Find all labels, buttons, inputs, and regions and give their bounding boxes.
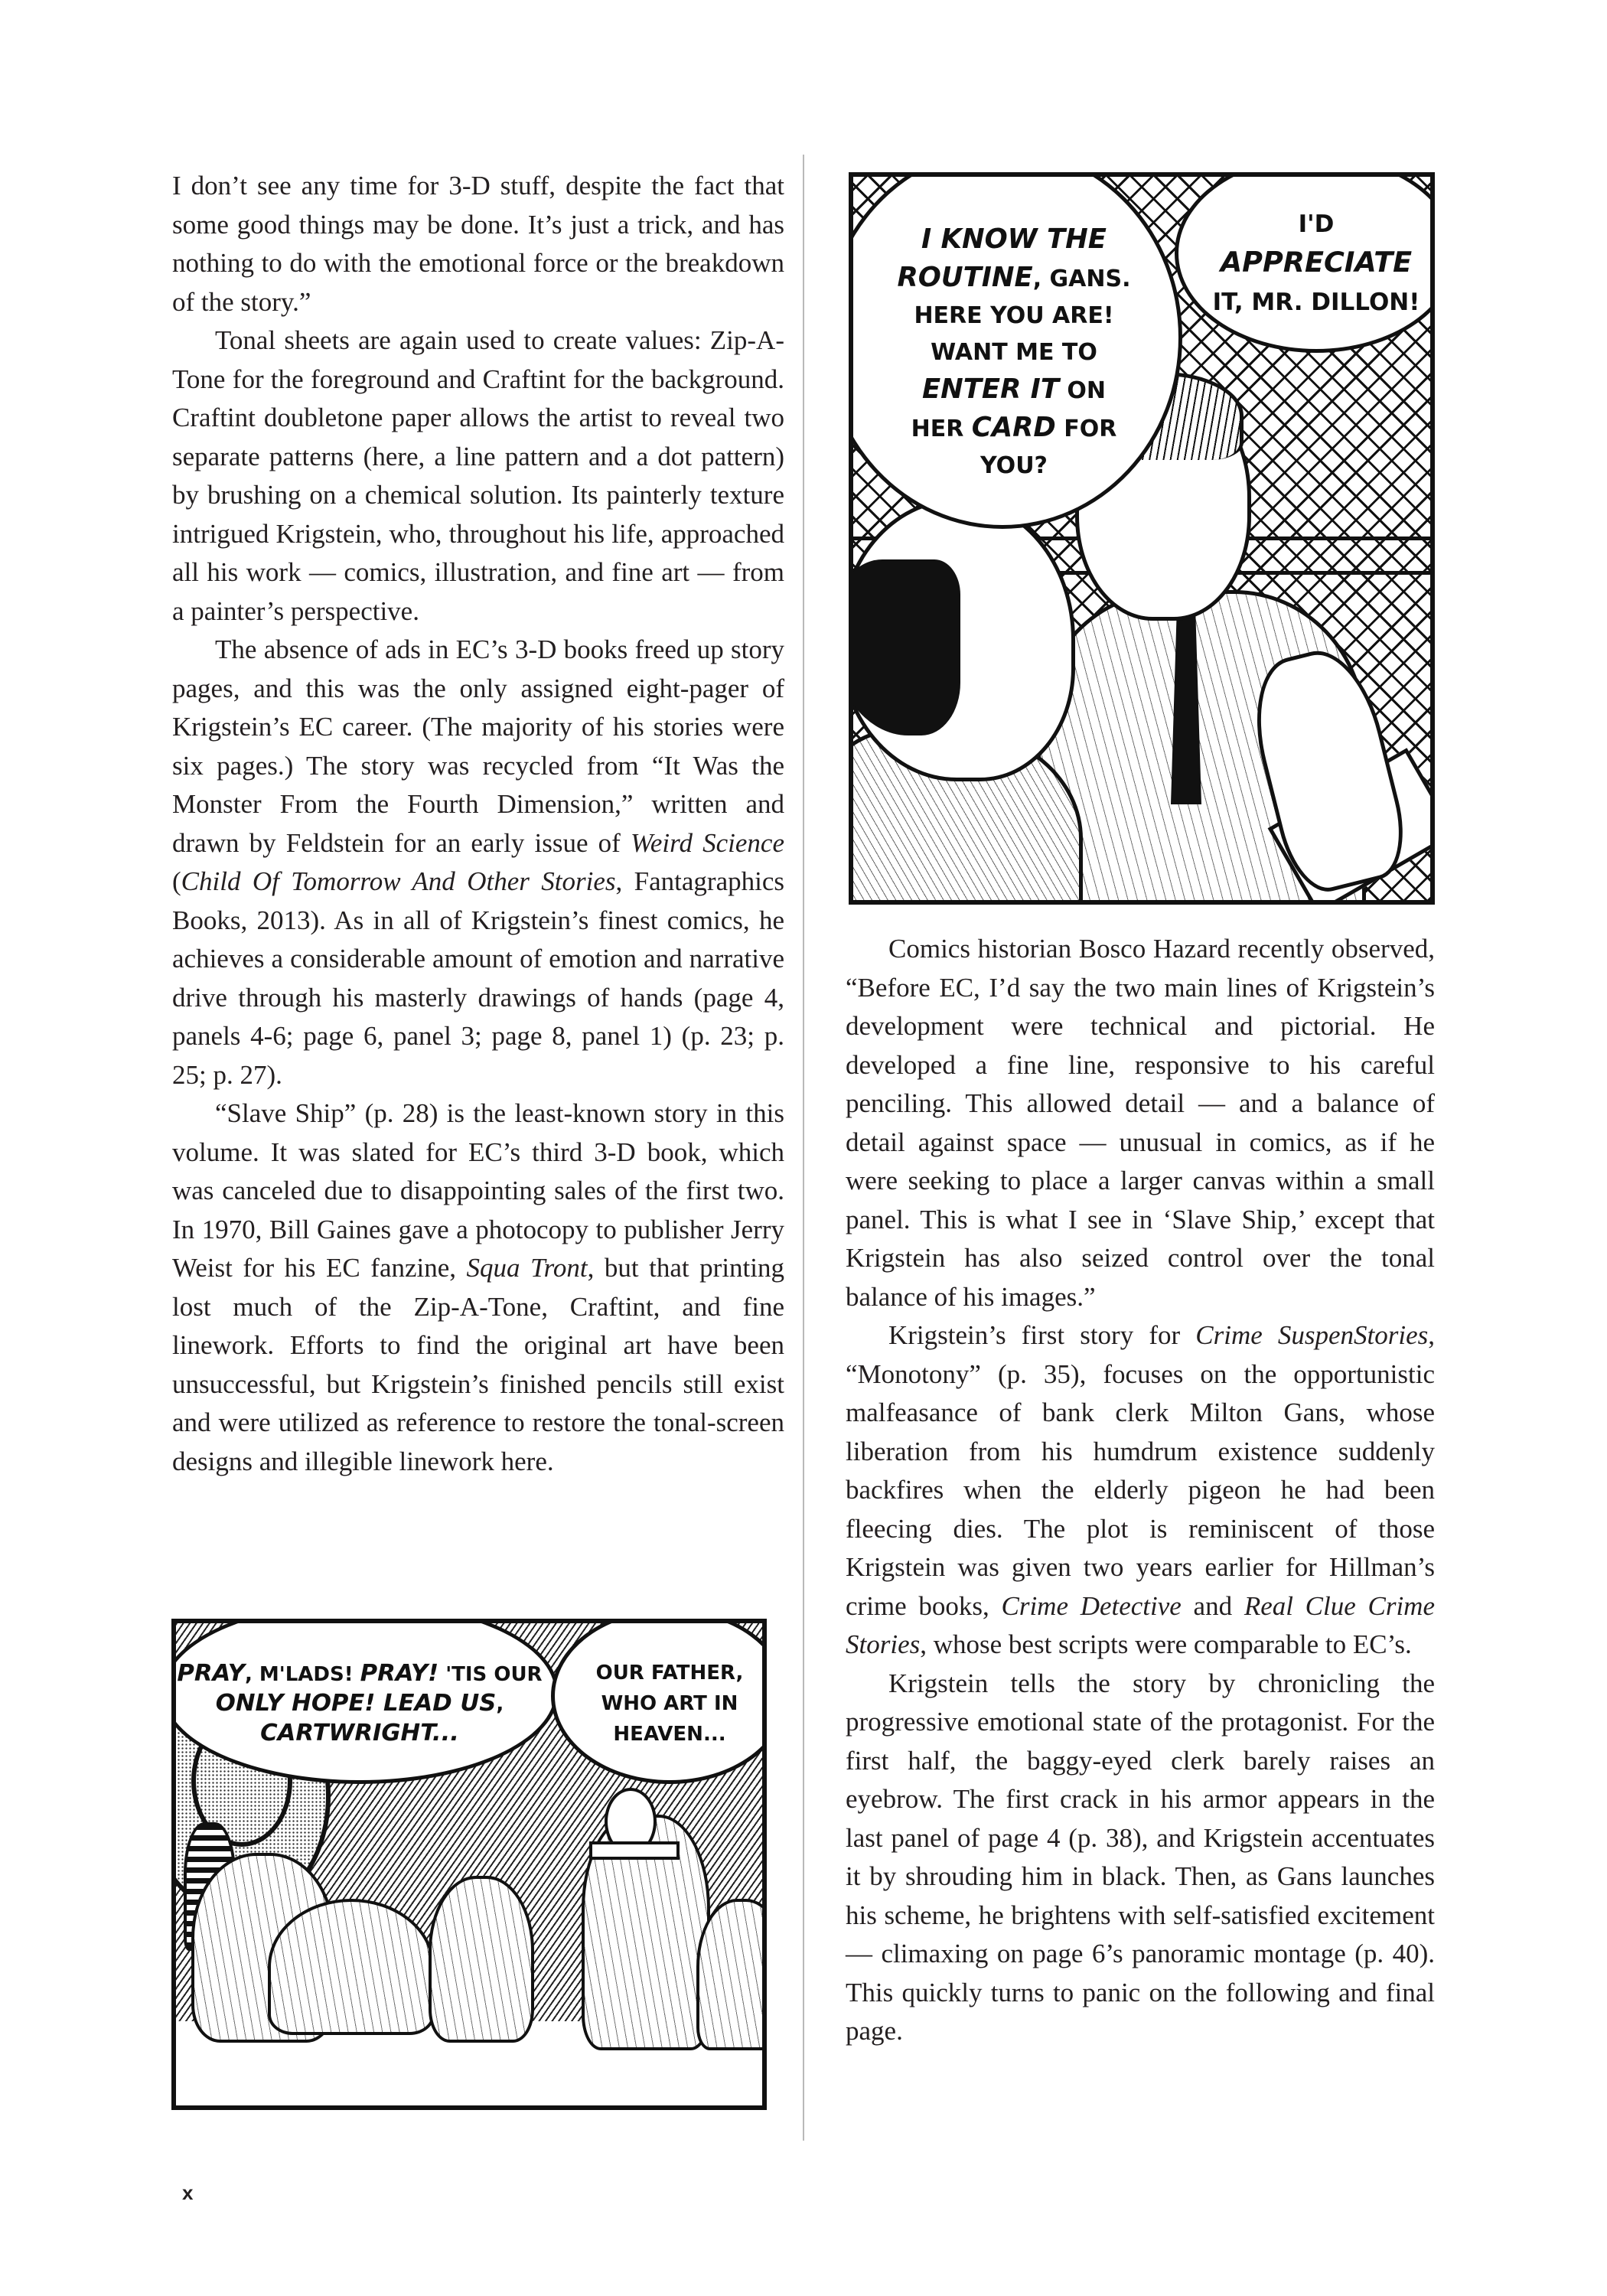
emphasized-lettering: PRAY! (360, 1659, 439, 1687)
balloon-line (177, 1659, 542, 1689)
body-paragraph (172, 321, 784, 631)
lettering: I'D (1298, 210, 1335, 238)
text-run: The absence of ads in EC’s 3-D books freed up story pages, and this was the only assigned eight-pager of Krigstein’s EC career. (The majority of his stories were six pages.) The story was recycled from “It Was the Monster From the Fourth Dimension,” written and drawn by Feldstein for an early issue of (172, 634, 784, 858)
lettering: IT, MR. DILLON! (1212, 288, 1420, 316)
text-run: , whose best scripts were comparable to EC’s. (920, 1629, 1412, 1659)
text-run: Comics historian Bosco Hazard recently observed, “Before EC, I’d say the two main lines of Krigstein’s development were technical and pictorial. He developed a fine line, responsive to his careful penciling. This allowed detail — and a balance of detail against space — unusual in comics, as if he were seeking to place a larger canvas within a small panel. This is what I see in ‘Slave Ship,’ except that Krigstein has also seized control over the tonal balance of his images.” (846, 934, 1435, 1312)
text-run: Krigstein’s first story for (888, 1320, 1196, 1350)
lettering: FOR (1055, 416, 1117, 442)
body-paragraph (172, 1094, 784, 1481)
balloon-line (911, 409, 1117, 448)
balloon-line (921, 221, 1107, 259)
italic-title: Real Clue Crime Stories (846, 1590, 1435, 1659)
left-text-column (172, 167, 784, 1481)
body-paragraph (846, 1665, 1435, 2051)
text-run: , “Monotony” (p. 35), focuses on the opportunistic malfeasance of bank clerk Milton Gans, whose liberation from his humdrum existence suddenly backfires when the elderly pigeon he had been fleecing dies. The plot is reminiscent of those Krigstein was given two years earlier for Hillman’s crime books, (846, 1320, 1435, 1621)
kneeling-slave-figure (268, 1899, 435, 2035)
emphasized-lettering: I KNOW THE (921, 223, 1107, 255)
lettering: ON (1058, 377, 1107, 404)
kneeling-slave-figure (696, 1899, 767, 2050)
comic-panel-monotony (849, 172, 1435, 905)
balloon-line (1213, 283, 1420, 321)
lettering: , (496, 1692, 504, 1716)
text-run: I don’t see any time for 3-D stuff, despite the fact that some good things may be done. It’s just a trick, and has nothing to do with the emotional force or the breakdown of the story.” (172, 171, 784, 317)
balloon-line (922, 371, 1106, 409)
body-paragraph (846, 1316, 1435, 1665)
lettering: OUR FATHER, (595, 1662, 744, 1684)
text-run: Krigstein tells the story by chronicling the progressive emotional state of the protagonist. For the first half, the baggy-eyed clerk barely raises an eyebrow. The first crack in his armor appears in the last panel of page 4 (p. 38), and Krigstein accentuates it by shrouding him in black. Then, as Gans launches his scheme, he brightens with self-satisfied excitement — climaxing on page 6’s panoramic montage (p. 40). This quickly turns to panic on the following and final page. (846, 1668, 1435, 2046)
speech-balloon-gans (1175, 172, 1435, 353)
emphasized-lettering: APPRECIATE (1220, 245, 1413, 279)
emphasized-lettering: CARTWRIGHT... (260, 1719, 459, 1746)
balloon-line (914, 298, 1113, 334)
balloon-line (898, 259, 1131, 298)
text-run: , but that printing lost much of the Zip-A-Tone, Craftint, and fine linework. Efforts to find the original art have been unsuccessful, but Krigstein’s finished pencils still exist and were utilized as reference to restore the tonal-screen designs and illegible linework here. (172, 1253, 784, 1476)
italic-title: Crime SuspenStories (1195, 1320, 1429, 1350)
lettering: YOU? (980, 452, 1048, 479)
lettering: 'TIS OUR (438, 1662, 543, 1686)
italic-title: Weird Science (630, 827, 784, 858)
customer-hair (849, 559, 960, 735)
lettering: , M'LADS! (244, 1662, 360, 1686)
balloon-line (980, 448, 1048, 484)
emphasized-lettering: PRAY (177, 1659, 245, 1687)
right-text-column (846, 930, 1435, 2051)
text-run: Tonal sheets are again used to create values: Zip-A-Tone for the foreground and Craftint for the background. Craftint doubletone paper allows the artist to reveal two separate patterns (here, a line pattern and a dot pattern) by brushing on a chemical solution. Its painterly texture intrigued Krigstein, who, throughout his life, approached all his work — comics, illustration, and fine art — from a painter’s perspective. (172, 325, 784, 626)
lettering: HEAVEN... (613, 1723, 726, 1746)
lettering: HER (911, 416, 972, 442)
wooden-stocks (589, 1841, 680, 1860)
comic-panel-slave-ship (171, 1619, 767, 2110)
body-paragraph (846, 930, 1435, 1316)
lettering: , GANS. (1032, 266, 1131, 292)
balloon-line (260, 1719, 459, 1749)
column-divider (803, 155, 804, 2141)
emphasized-lettering: ENTER IT (921, 373, 1059, 405)
body-paragraph (172, 167, 784, 321)
italic-title: Squa Tront (466, 1253, 588, 1283)
text-run: “Slave Ship” (p. 28) is the least-known story in this volume. It was slated for EC’s third 3-D book, which was canceled due to disappointing sales of the first two. In 1970, Bill Gaines gave a photocopy to publisher Jerry Weist for his EC fanzine, (172, 1098, 784, 1283)
italic-title: Child Of Tomorrow And Other Stories (181, 866, 616, 896)
body-paragraph (172, 631, 784, 1094)
emphasized-lettering: ONLY HOPE! LEAD US (215, 1689, 497, 1717)
lettering: WANT ME TO (931, 339, 1097, 366)
bowing-slave-figure (429, 1876, 534, 2043)
emphasized-lettering: ROUTINE (897, 262, 1033, 293)
text-run: , Fantagraphics Books, 2013). As in all of Krigstein’s finest comics, he achieves a considerable amount of emotion and narrative drive through his masterly drawings of hands (page 4, panels 4-6; page 6, panel 3; page 8, panel 1) (p. 23; p. 25; p. 27). (172, 866, 784, 1090)
balloon-line (931, 334, 1097, 371)
balloon-line (613, 1719, 725, 1750)
lettering: HERE YOU ARE! (914, 302, 1114, 329)
lettering: WHO ART IN (601, 1692, 738, 1715)
page-number: x (182, 2181, 194, 2204)
italic-title: Crime Detective (1001, 1590, 1182, 1621)
balloon-line (1221, 243, 1412, 283)
balloon-line (216, 1689, 504, 1719)
balloon-line (601, 1688, 738, 1719)
balloon-line (1299, 205, 1335, 243)
text-run: and (1181, 1590, 1244, 1621)
balloon-line (596, 1658, 744, 1688)
emphasized-lettering: CARD (971, 412, 1056, 443)
text-run: ( (172, 866, 181, 896)
